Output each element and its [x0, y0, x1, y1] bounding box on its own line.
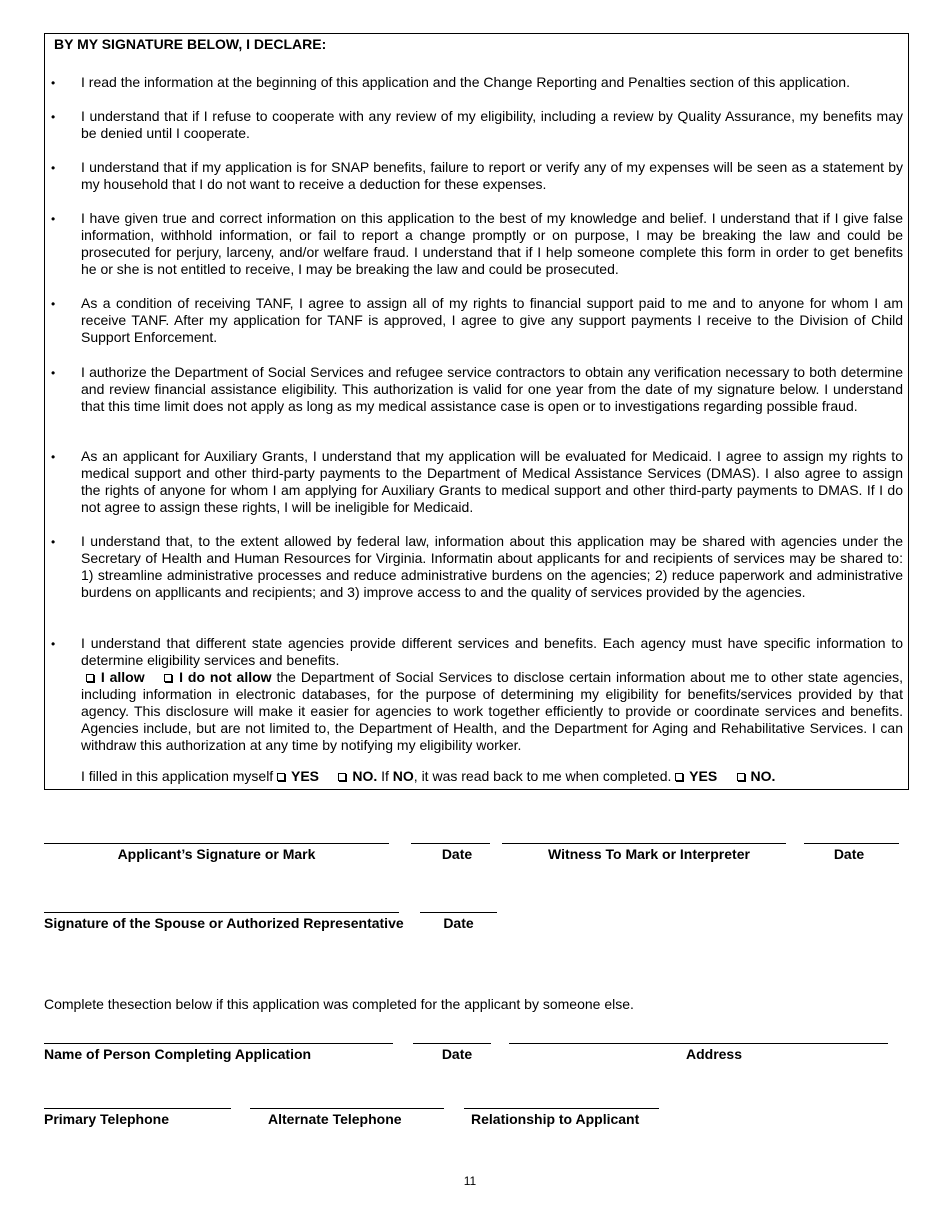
- applicant-date-line[interactable]: [411, 843, 490, 844]
- bullet: •: [51, 366, 56, 380]
- relationship-line[interactable]: [464, 1108, 659, 1109]
- declaration-item-2: I understand that if I refuse to cooperate with any review of my eligibility, including a review by Quality Assurance, my benefits may be denied until I cooperate.: [81, 108, 903, 141]
- if-no-label: NO: [392, 768, 414, 784]
- alternate-phone-label: Alternate Telephone: [268, 1111, 402, 1127]
- completer-instruction: Complete thesection below if this application was completed for the applicant by someone else.: [44, 996, 634, 1012]
- spouse-date-label: Date: [443, 915, 474, 931]
- witness-signature-line[interactable]: [502, 843, 786, 844]
- bullet: •: [51, 637, 56, 651]
- read-back-no-label: NO.: [750, 768, 776, 784]
- allow-label: I allow: [100, 669, 145, 685]
- witness-date-line[interactable]: [804, 843, 899, 844]
- completer-address-label: Address: [685, 1046, 743, 1062]
- witness-label: Witness To Mark or Interpreter: [548, 846, 750, 862]
- page-number: 11: [463, 1174, 477, 1188]
- applicant-signature-label: Applicant’s Signature or Mark: [117, 846, 316, 862]
- do-not-allow-label: I do not allow: [179, 669, 272, 685]
- applicant-date-label: Date: [441, 846, 473, 862]
- filled-myself-yes-checkbox[interactable]: [277, 773, 285, 781]
- filled-in-prefix: I filled in this application myself: [81, 768, 278, 784]
- filled-myself-yes-label: YES: [290, 768, 319, 784]
- declaration-item-3: I understand that if my application is for SNAP benefits, failure to report or verify any of my expenses will be seen as a statement by my household that I do not want to receive a deduction for these expenses.: [81, 159, 903, 192]
- applicant-signature-line[interactable]: [44, 843, 389, 844]
- spouse-date-line[interactable]: [420, 912, 497, 913]
- read-back-no-checkbox[interactable]: [737, 773, 745, 781]
- declaration-item-4: I have given true and correct information on this application to the best of my knowledge and belief. I understand that if I give false information, withhold information, or fail to report a change promptly or on purpose, I may be breaking the law and could be prosecuted for perjury, larceny, and/or welfare fraud. I understand that if I help someone complete this form in order to get benefits he or she is not entitled to receive, I may be breaking the law and could be prosecuted.: [81, 210, 903, 277]
- completer-date-label: Date: [441, 1046, 473, 1062]
- declaration-item-9: [81, 635, 903, 754]
- completer-name-label: Name of Person Completing Application: [44, 1046, 312, 1062]
- declaration-box: [44, 33, 909, 790]
- bullet: •: [51, 161, 56, 175]
- spouse-signature-line[interactable]: [44, 912, 399, 913]
- spouse-signature-label: Signature of the Spouse or Authorized Representative: [44, 915, 404, 931]
- declaration-item-1: I read the information at the beginning of this application and the Change Reporting and Penalties section of this application.: [81, 74, 850, 90]
- bullet: •: [51, 535, 56, 549]
- bullet: •: [51, 110, 56, 124]
- declaration-item-8: I understand that, to the extent allowed by federal law, information about this application may be shared with agencies under the Secretary of Health and Human Resources for Virginia. Informatin about applicants for and recipients of services may be shared to: 1) streamline administrative processes and reduce administrative burdens on the agencies; 2) reduce paperwork and administrative burdens on appllicants and recipients; and 3) improve access to and the quality of services provided by the agencies.: [81, 533, 903, 600]
- primary-phone-line[interactable]: [44, 1108, 231, 1109]
- read-back-yes-checkbox[interactable]: [675, 773, 683, 781]
- allow-checkbox[interactable]: [86, 674, 94, 682]
- read-back-text: , it was read back to me when completed.: [413, 768, 676, 784]
- declaration-title: BY MY SIGNATURE BELOW, I DECLARE:: [54, 36, 327, 52]
- declaration-item-7: As an applicant for Auxiliary Grants, I understand that my application will be evaluated for Medicaid. I agree to assign my rights to medical support and other third-party payments to the Department of Medical Assistance Services (DMAS). I also agree to assign the rights of anyone for whom I am applying for Auxiliary Grants to medical support and other third-party payments to DMAS. If I do not agree to assign these rights, I will be ineligible for Medicaid.: [81, 448, 903, 515]
- bullet: •: [51, 450, 56, 464]
- bullet: •: [51, 297, 56, 311]
- completer-address-line[interactable]: [509, 1043, 888, 1044]
- witness-date-label: Date: [833, 846, 865, 862]
- completer-name-line[interactable]: [44, 1043, 393, 1044]
- completer-date-line[interactable]: [413, 1043, 491, 1044]
- filled-myself-no-label: NO.: [352, 768, 378, 784]
- consent-text: the Department of Social Services to disclose certain information about me to other state agencies, including information in electronic databases, for the purpose of determining my eligibility for benefits/services provided by that agency. This disclosure will make it easier for agencies to work together efficiently to provide or coordinate services and benefits. Agencies include, but are not limited to, the Department of Health, and the Department for Aging and Rehabilitative Services. I can withdraw this authorization at any time by notifying my eligibility worker.: [81, 669, 904, 753]
- declaration-item-5: As a condition of receiving TANF, I agree to assign all of my rights to financial support paid to me and to anyone for whom I am receive TANF. After my application for TANF is approved, I agree to give any support payments I receive to the Division of Child Support Enforcement.: [81, 295, 903, 345]
- relationship-label: Relationship to Applicant: [471, 1111, 640, 1127]
- if-text: If: [377, 768, 393, 784]
- filled-in-line: [81, 768, 775, 785]
- bullet: •: [51, 212, 56, 226]
- declaration-item-9-text: I understand that different state agencies provide different services and benefits. Each agency must have specific information to determine eligibility services and benefits.: [81, 635, 903, 668]
- alternate-phone-line[interactable]: [250, 1108, 444, 1109]
- primary-phone-label: Primary Telephone: [44, 1111, 170, 1127]
- filled-myself-no-checkbox[interactable]: [338, 773, 346, 781]
- read-back-yes-label: YES: [689, 768, 718, 784]
- bullet: •: [51, 76, 56, 90]
- do-not-allow-checkbox[interactable]: [164, 674, 172, 682]
- declaration-item-6: I authorize the Department of Social Services and refugee service contractors to obtain any verification necessary to both determine and review financial assistance eligibility. This authorization is valid for one year from the date of my signature below. I understand that this time limit does not apply as long as my medical assistance case is open or to investigations regarding possible fraud.: [81, 364, 903, 414]
